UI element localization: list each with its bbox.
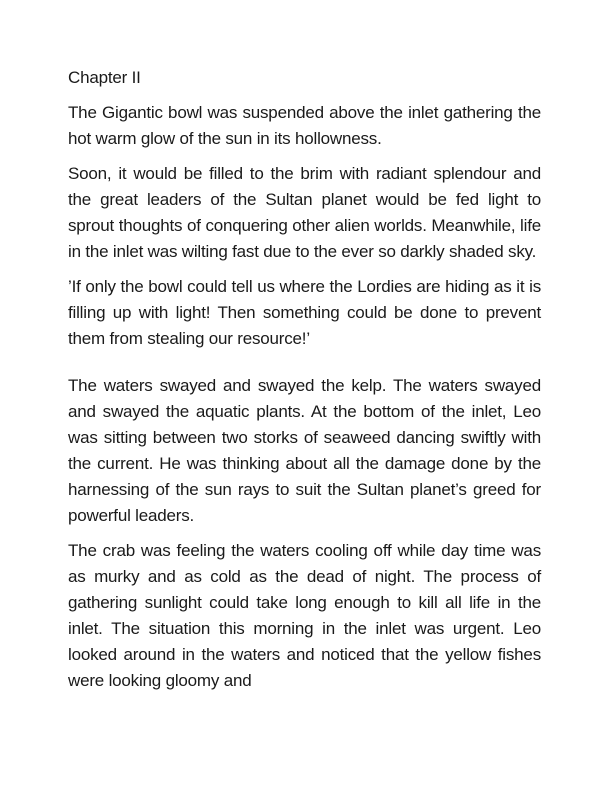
- page-content: [68, 65, 541, 694]
- paragraph-2: Soon, it would be filled to the brim with radiant splendour and the great leaders of the Sultan planet would be fed light to sprout thoughts of conquering other alien worlds. Meanwhile, life in the inlet was wilting fast due to the ever so darkly shaded sky.: [68, 164, 541, 261]
- paragraph-1: The Gigantic bowl was suspended above the inlet gathering the hot warm glow of the sun in its hollowness.: [68, 103, 541, 148]
- paragraph-3-quote: ’If only the bowl could tell us where the Lordies are hiding as it is filling up with light! Then something could be done to prevent them from stealing our resource!’: [68, 277, 541, 348]
- paragraph-5: The crab was feeling the waters cooling off while day time was as murky and as cold as the dead of night. The process of gathering sunlight could take long enough to kill all life in the inlet. The situation this morning in the inlet was urgent. Leo looked around in the waters and noticed that the yellow fishes were looking gloomy and: [68, 541, 541, 690]
- chapter-heading: Chapter II: [68, 68, 141, 87]
- paragraph-4: The waters swayed and swayed the kelp. The waters swayed and swayed the aquatic plants. At the bottom of the inlet, Leo was sitting between two storks of seaweed dancing swiftly with the current. He was thinking about all the damage done by the harnessing of the sun rays to suit the Sultan planet’s greed for powerful leaders.: [68, 376, 541, 525]
